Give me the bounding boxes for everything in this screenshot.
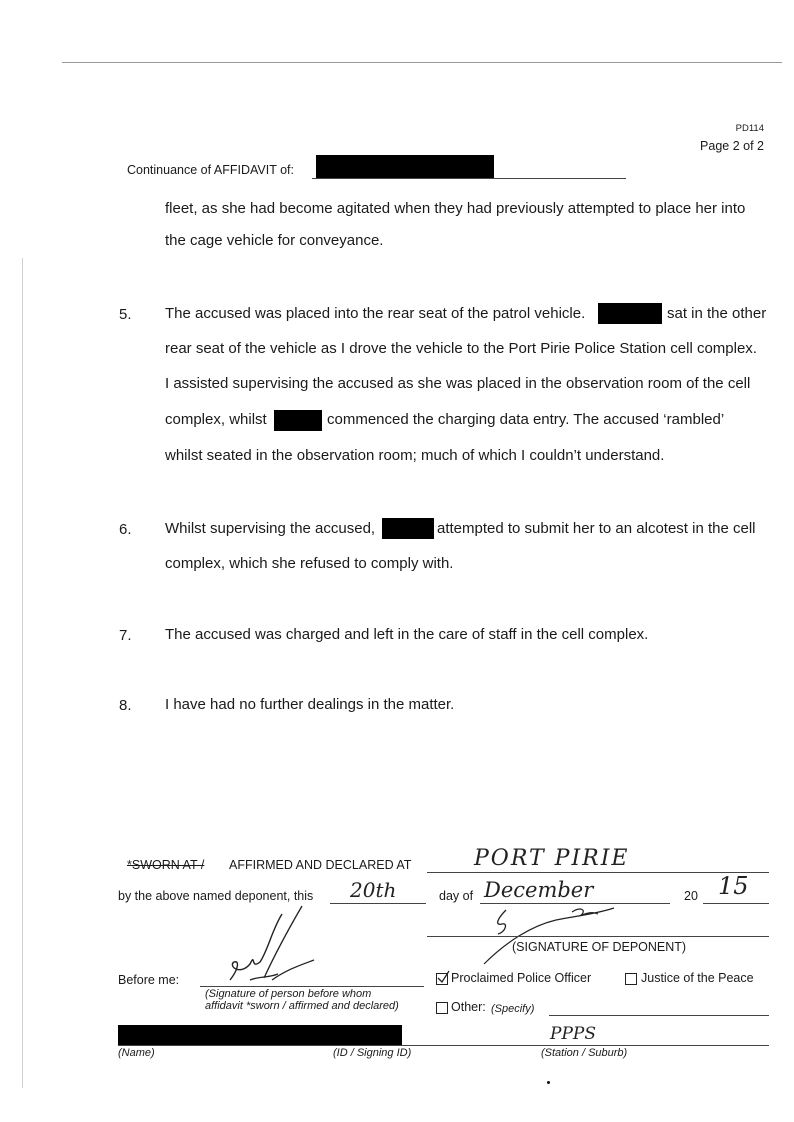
checkmark-icon — [436, 970, 450, 984]
sworn-at-struck: *SWORN AT / — [127, 858, 205, 872]
redacted-officer-name — [598, 303, 662, 324]
scan-dot — [547, 1081, 550, 1084]
para-5-line-4b: commenced the charging data entry. The accused ‘rambled’ — [327, 411, 725, 428]
place-value: PORT PIRIE — [474, 846, 630, 871]
other-underline — [549, 1015, 769, 1016]
before-me-label: Before me: — [118, 973, 180, 987]
year-underline — [703, 903, 769, 904]
day-of-label: day of — [439, 889, 474, 903]
station-label: (Station / Suburb) — [541, 1047, 628, 1059]
para-8-number: 8. — [119, 697, 132, 714]
para-7-text: The accused was charged and left in the care of staff in the cell complex. — [165, 626, 649, 643]
justice-of-peace-label: Justice of the Peace — [641, 971, 754, 985]
redacted-officer-name — [382, 518, 434, 539]
deponent-signature — [476, 902, 646, 972]
witness-caption-1: (Signature of person before whom — [205, 988, 372, 1000]
year-value: 15 — [718, 872, 749, 900]
scan-margin-line — [22, 258, 23, 1088]
intro-line-1: fleet, as she had become agitated when they had previously attempted to place her into — [165, 200, 746, 217]
witness-signature — [220, 900, 320, 988]
para-5-line-1b: sat in the other — [667, 305, 767, 322]
para-5-line-1a: The accused was placed into the rear seat of the patrol vehicle. — [165, 305, 586, 322]
name-id-station-line — [118, 1045, 769, 1046]
page-number: Page 2 of 2 — [700, 139, 764, 153]
para-5-line-5: whilst seated in the observation room; much of which I couldn’t understand. — [165, 447, 665, 464]
month-value: December — [484, 878, 594, 902]
witness-signature-line — [200, 986, 424, 987]
redacted-officer-name — [274, 410, 322, 431]
form-code: PD114 — [735, 123, 764, 134]
proclaimed-officer-checkbox[interactable] — [436, 973, 448, 985]
para-5-line-3: I assisted supervising the accused as she was placed in the observation room of the cell — [165, 375, 751, 392]
para-5-line-2: rear seat of the vehicle as I drove the vehicle to the Port Pirie Police Station cell complex. — [165, 340, 757, 357]
day-value: 20th — [350, 878, 397, 902]
other-checkbox[interactable] — [436, 1002, 448, 1014]
proclaimed-officer-label: Proclaimed Police Officer — [451, 971, 592, 985]
redacted-witness-name — [118, 1025, 402, 1045]
affirmed-declared-label: AFFIRMED AND DECLARED AT — [229, 858, 412, 872]
name-label: (Name) — [118, 1047, 155, 1059]
year-prefix-label: 20 — [684, 889, 698, 903]
continuance-label: Continuance of AFFIDAVIT of: — [127, 163, 294, 177]
continuance-underline — [312, 178, 626, 179]
para-6-line-1a: Whilst supervising the accused, — [165, 520, 376, 537]
para-6-line-2: complex, which she refused to comply with. — [165, 555, 454, 572]
deponent-signature-line — [427, 936, 769, 937]
station-value: PPPS — [550, 1024, 596, 1044]
other-label: Other: — [451, 1000, 486, 1014]
para-5-line-4a: complex, whilst — [165, 411, 267, 428]
id-label: (ID / Signing ID) — [333, 1047, 412, 1059]
top-rule — [62, 62, 782, 63]
justice-of-peace-checkbox[interactable] — [625, 973, 637, 985]
para-5-number: 5. — [119, 306, 132, 323]
day-underline — [330, 903, 426, 904]
para-7-number: 7. — [119, 627, 132, 644]
intro-line-2: the cage vehicle for conveyance. — [165, 232, 384, 249]
specify-label: (Specify) — [491, 1003, 535, 1015]
para-6-number: 6. — [119, 521, 132, 538]
witness-caption-2: affidavit *sworn / affirmed and declared) — [205, 1000, 399, 1012]
para-6-line-1b: attempted to submit her to an alcotest in the cell — [437, 520, 756, 537]
redacted-deponent-name — [316, 155, 494, 179]
para-8-text: I have had no further dealings in the matter. — [165, 696, 455, 713]
signature-of-deponent-label: (SIGNATURE OF DEPONENT) — [512, 940, 687, 954]
by-deponent-label: by the above named deponent, this — [118, 889, 314, 903]
